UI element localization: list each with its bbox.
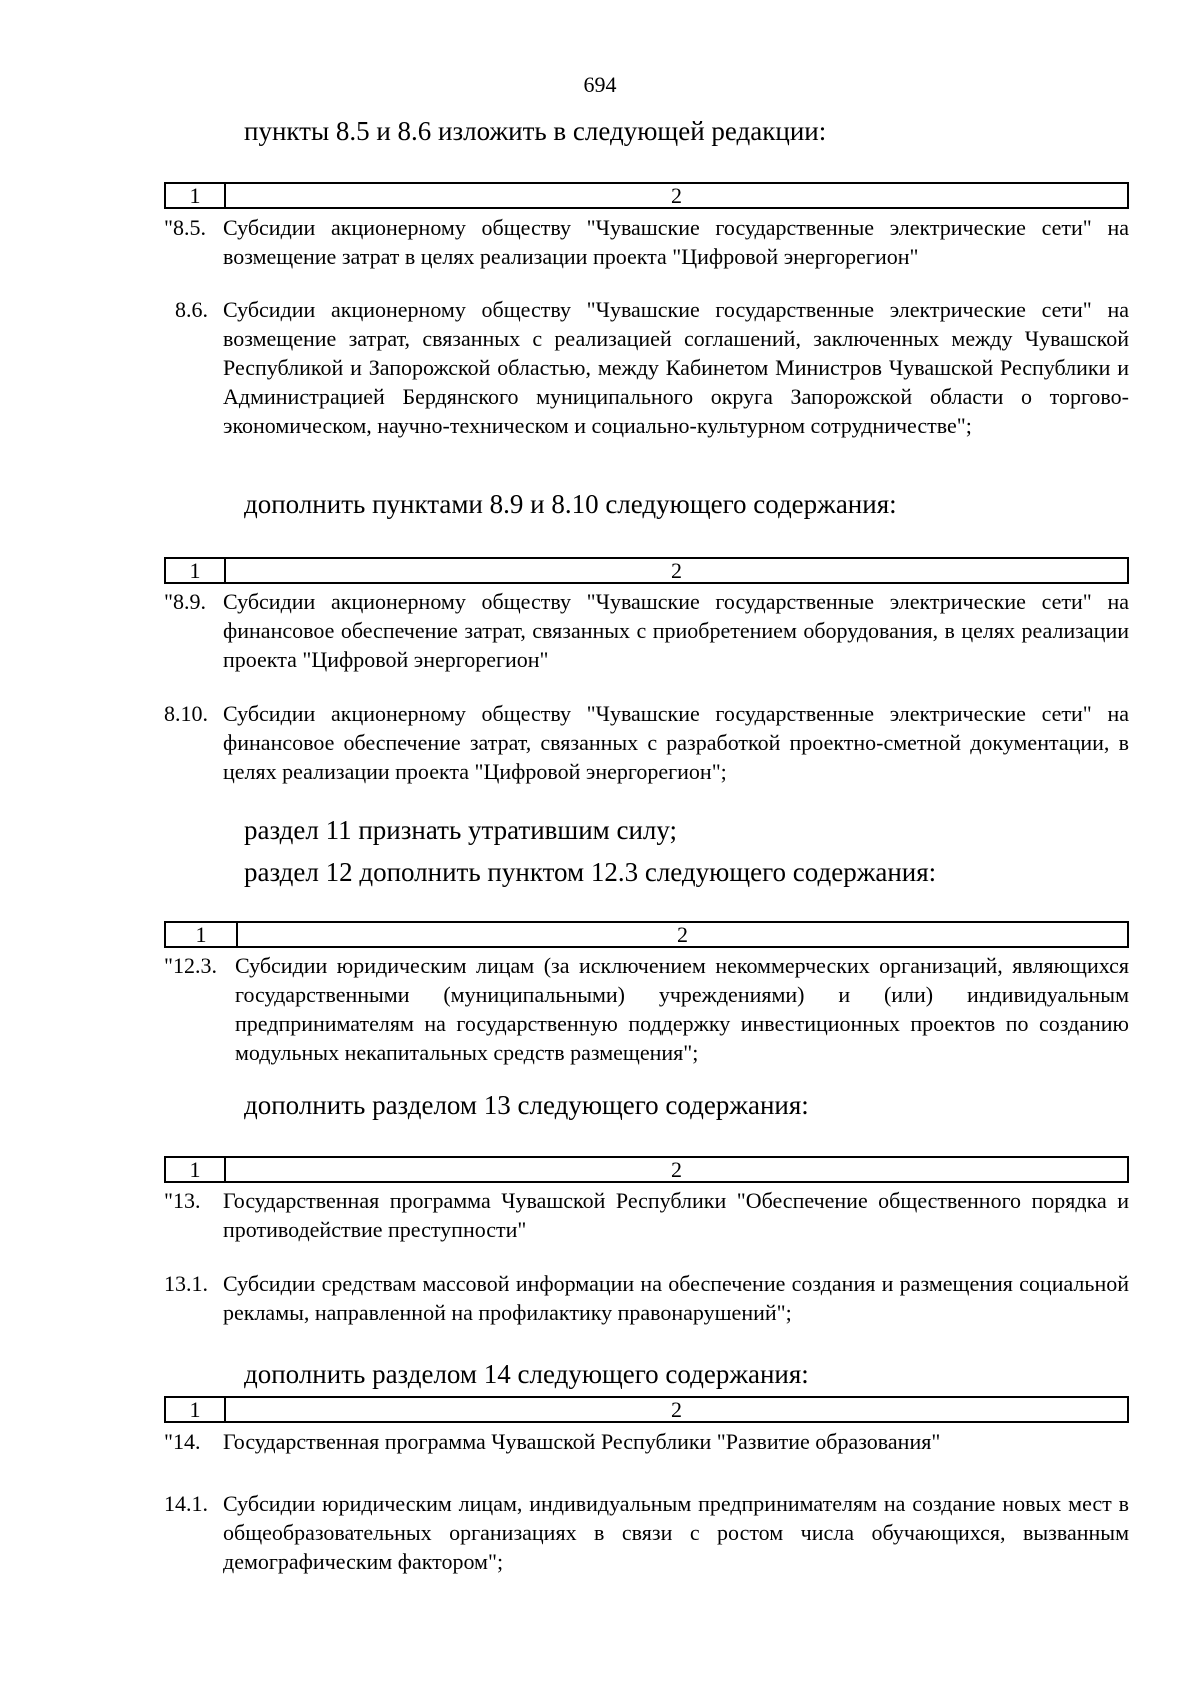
row-number: "14. xyxy=(164,1429,201,1454)
table-row xyxy=(164,295,1129,440)
row-text: Субсидии юридическим лицам, индивидуальным предпринимателям на создание новых мест в общеобразовательных организациях в связи с ростом числа обучающихся, вызванным демографическим фактором"; xyxy=(223,1491,1129,1574)
table-header xyxy=(164,182,1129,209)
row-number: "8.9. xyxy=(164,589,206,614)
row-text: Субсидии средствам массовой информации на обеспечение создания и размещения социальной рекламы, направленной на профилактику правонарушений"; xyxy=(223,1271,1129,1325)
table-row xyxy=(164,213,1129,271)
row-text: Государственная программа Чувашской Республики "Развитие образования" xyxy=(223,1429,941,1454)
table-row xyxy=(164,1427,1129,1456)
table-row xyxy=(164,587,1129,674)
instruction-section-11: раздел 11 признать утратившим силу; xyxy=(244,815,678,845)
row-text: Субсидии акционерному обществу "Чувашские государственные электрические сети" на финансовое обеспечение затрат, связанных с разработкой проектно-сметной документации, в целях реализации проекта "Цифровой энергорегион"; xyxy=(223,701,1129,784)
table-header xyxy=(164,1396,1129,1423)
table-header-col2: 2 xyxy=(671,1397,682,1422)
instruction-section-14: дополнить разделом 14 следующего содержания: xyxy=(244,1359,809,1389)
row-number: "12.3. xyxy=(164,953,217,978)
instruction-items-8-9-8-10: дополнить пунктами 8.9 и 8.10 следующего содержания: xyxy=(244,489,897,519)
table-header-col1: 1 xyxy=(166,184,226,207)
table-header-col2: 2 xyxy=(671,183,682,208)
instruction-items-8-5-8-6: пункты 8.5 и 8.6 изложить в следующей редакции: xyxy=(244,116,827,146)
instruction-item-12-3: раздел 12 дополнить пунктом 12.3 следующего содержания: xyxy=(244,857,937,887)
table-header-col1: 1 xyxy=(166,559,226,582)
row-number: 8.10. xyxy=(164,701,208,726)
page-number: 694 xyxy=(583,72,617,97)
row-text: Субсидии акционерному обществу "Чувашские государственные электрические сети" на возмещение затрат в целях реализации проекта "Цифровой энергорегион" xyxy=(223,215,1129,269)
table-row xyxy=(164,951,1129,1067)
instruction-section-13: дополнить разделом 13 следующего содержания: xyxy=(244,1090,809,1120)
row-text: Субсидии акционерному обществу "Чувашские государственные электрические сети" на возмещение затрат, связанных с реализацией соглашений, заключенных между Чувашской Республикой и Запорожской областью, между Кабинетом Министров Чувашской Республики и Администрацией Бердянского муниципального округа Запорожской области о торгово-экономическом, научно-техническом и социально-культурном сотрудничестве"; xyxy=(223,297,1129,438)
table-header xyxy=(164,921,1129,948)
table-header xyxy=(164,557,1129,584)
table-header-col1: 1 xyxy=(166,1398,226,1421)
row-number: "13. xyxy=(164,1188,201,1213)
table-header-col1: 1 xyxy=(166,923,238,946)
table-row xyxy=(164,1489,1129,1576)
table-row xyxy=(164,1269,1129,1327)
row-number: 8.6. xyxy=(175,297,208,322)
row-number: 13.1. xyxy=(164,1271,208,1296)
row-text: Государственная программа Чувашской Республики "Обеспечение общественного порядка и противодействие преступности" xyxy=(223,1188,1129,1242)
table-header-col2: 2 xyxy=(677,922,688,947)
table-row xyxy=(164,699,1129,786)
row-text: Субсидии юридическим лицам (за исключением некоммерческих организаций, являющихся государственными (муниципальными) учреждениями) и (или) индивидуальным предпринимателям на государственную поддержку инвестиционных проектов по созданию модульных некапитальных средств размещения"; xyxy=(235,953,1129,1065)
table-header-col1: 1 xyxy=(166,1158,226,1181)
table-row xyxy=(164,1186,1129,1244)
table-header-col2: 2 xyxy=(671,1157,682,1182)
row-number: "8.5. xyxy=(164,215,206,240)
table-header-col2: 2 xyxy=(671,558,682,583)
table-header xyxy=(164,1156,1129,1183)
row-text: Субсидии акционерному обществу "Чувашские государственные электрические сети" на финансовое обеспечение затрат, связанных с приобретением оборудования, в целях реализации проекта "Цифровой энергорегион" xyxy=(223,589,1129,672)
row-number: 14.1. xyxy=(164,1491,208,1516)
